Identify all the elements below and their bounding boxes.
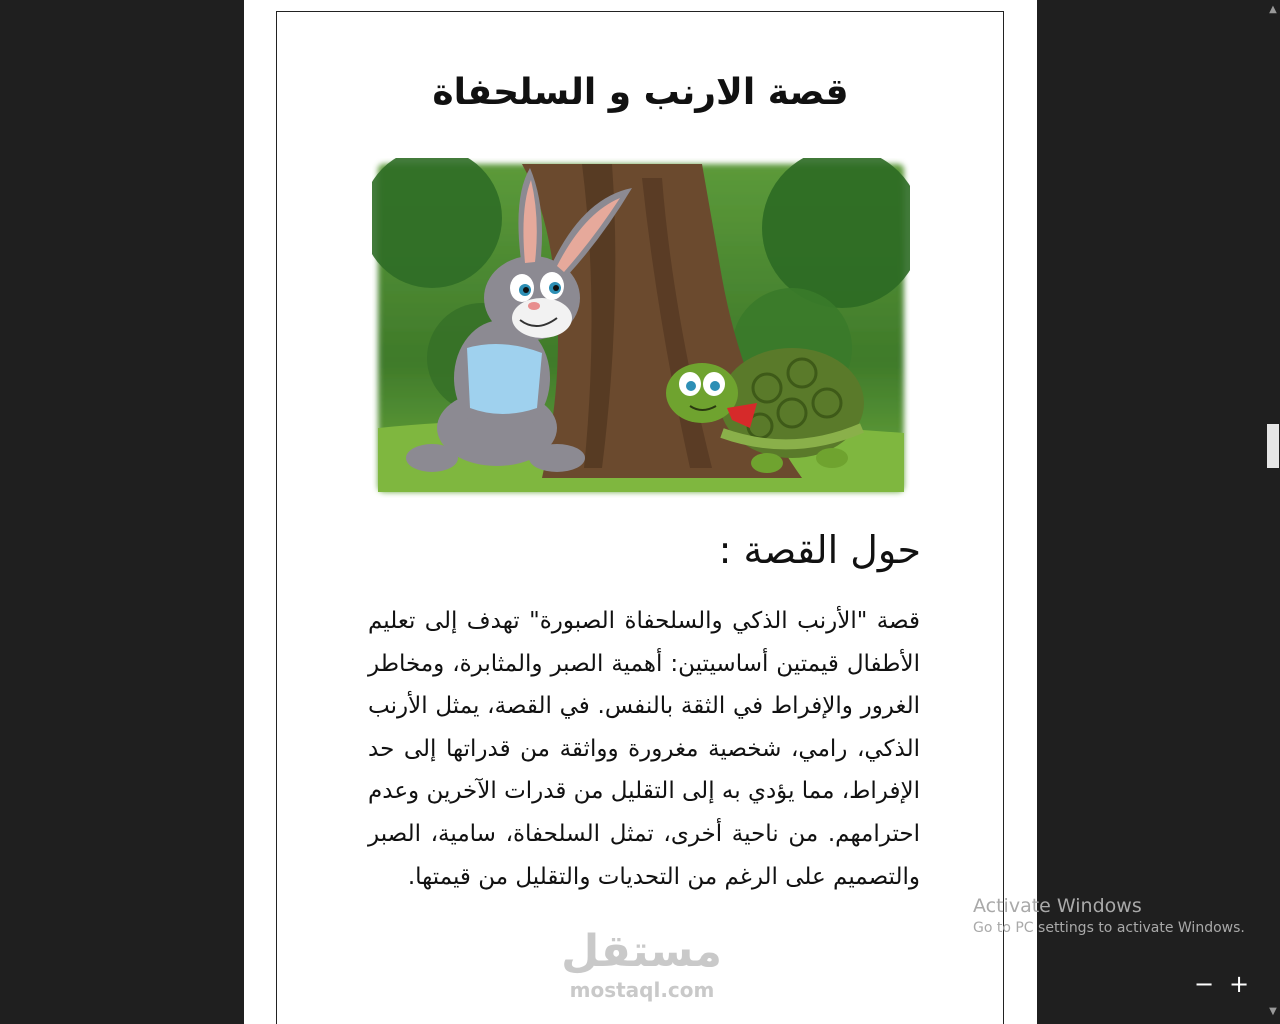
page-title: قصة الارنب و السلحفاة <box>432 72 849 113</box>
watermark-arabic: مستقل <box>561 926 722 977</box>
activate-windows-notice <box>973 894 1245 938</box>
watermark-latin: mostaql.com <box>569 978 715 1002</box>
activate-subtitle: Go to PC settings to activate Windows. <box>973 920 1245 936</box>
rabbit-and-tortoise-illustration <box>372 158 910 498</box>
zoom-in-button[interactable]: + <box>1228 970 1250 998</box>
document-page <box>244 0 1037 1024</box>
scroll-down-icon[interactable]: ▼ <box>1269 1006 1277 1017</box>
mostaql-watermark <box>562 926 722 1002</box>
scroll-thumb[interactable] <box>1267 424 1279 468</box>
vertical-scrollbar[interactable] <box>1263 0 1280 1024</box>
zoom-out-button[interactable]: − <box>1193 970 1215 998</box>
section-heading: حول القصة : <box>718 528 921 572</box>
story-paragraph: قصة "الأرنب الذكي والسلحفاة الصبورة" تهدف إلى تعليم الأطفال قيمتين أساسيتين: أهمية الصبر والمثابرة، ومخاطر الغرور والإفراط في الثقة بالنفس. في القصة، يمثل الأرنب الذكي، رامي، شخصية مغرورة وواثقة من قدراتها إلى حد الإفراط، مما يؤدي به إلى التقليل من قدرات الآخرين وعدم احترامهم. من ناحية أخرى، تمثل السلحفاة، سامية، الصبر والتصميم على الرغم من التحديات والتقليل من قيمتها. <box>368 608 920 890</box>
scroll-up-icon[interactable]: ▲ <box>1269 4 1277 15</box>
activate-title: Activate Windows <box>973 895 1142 917</box>
